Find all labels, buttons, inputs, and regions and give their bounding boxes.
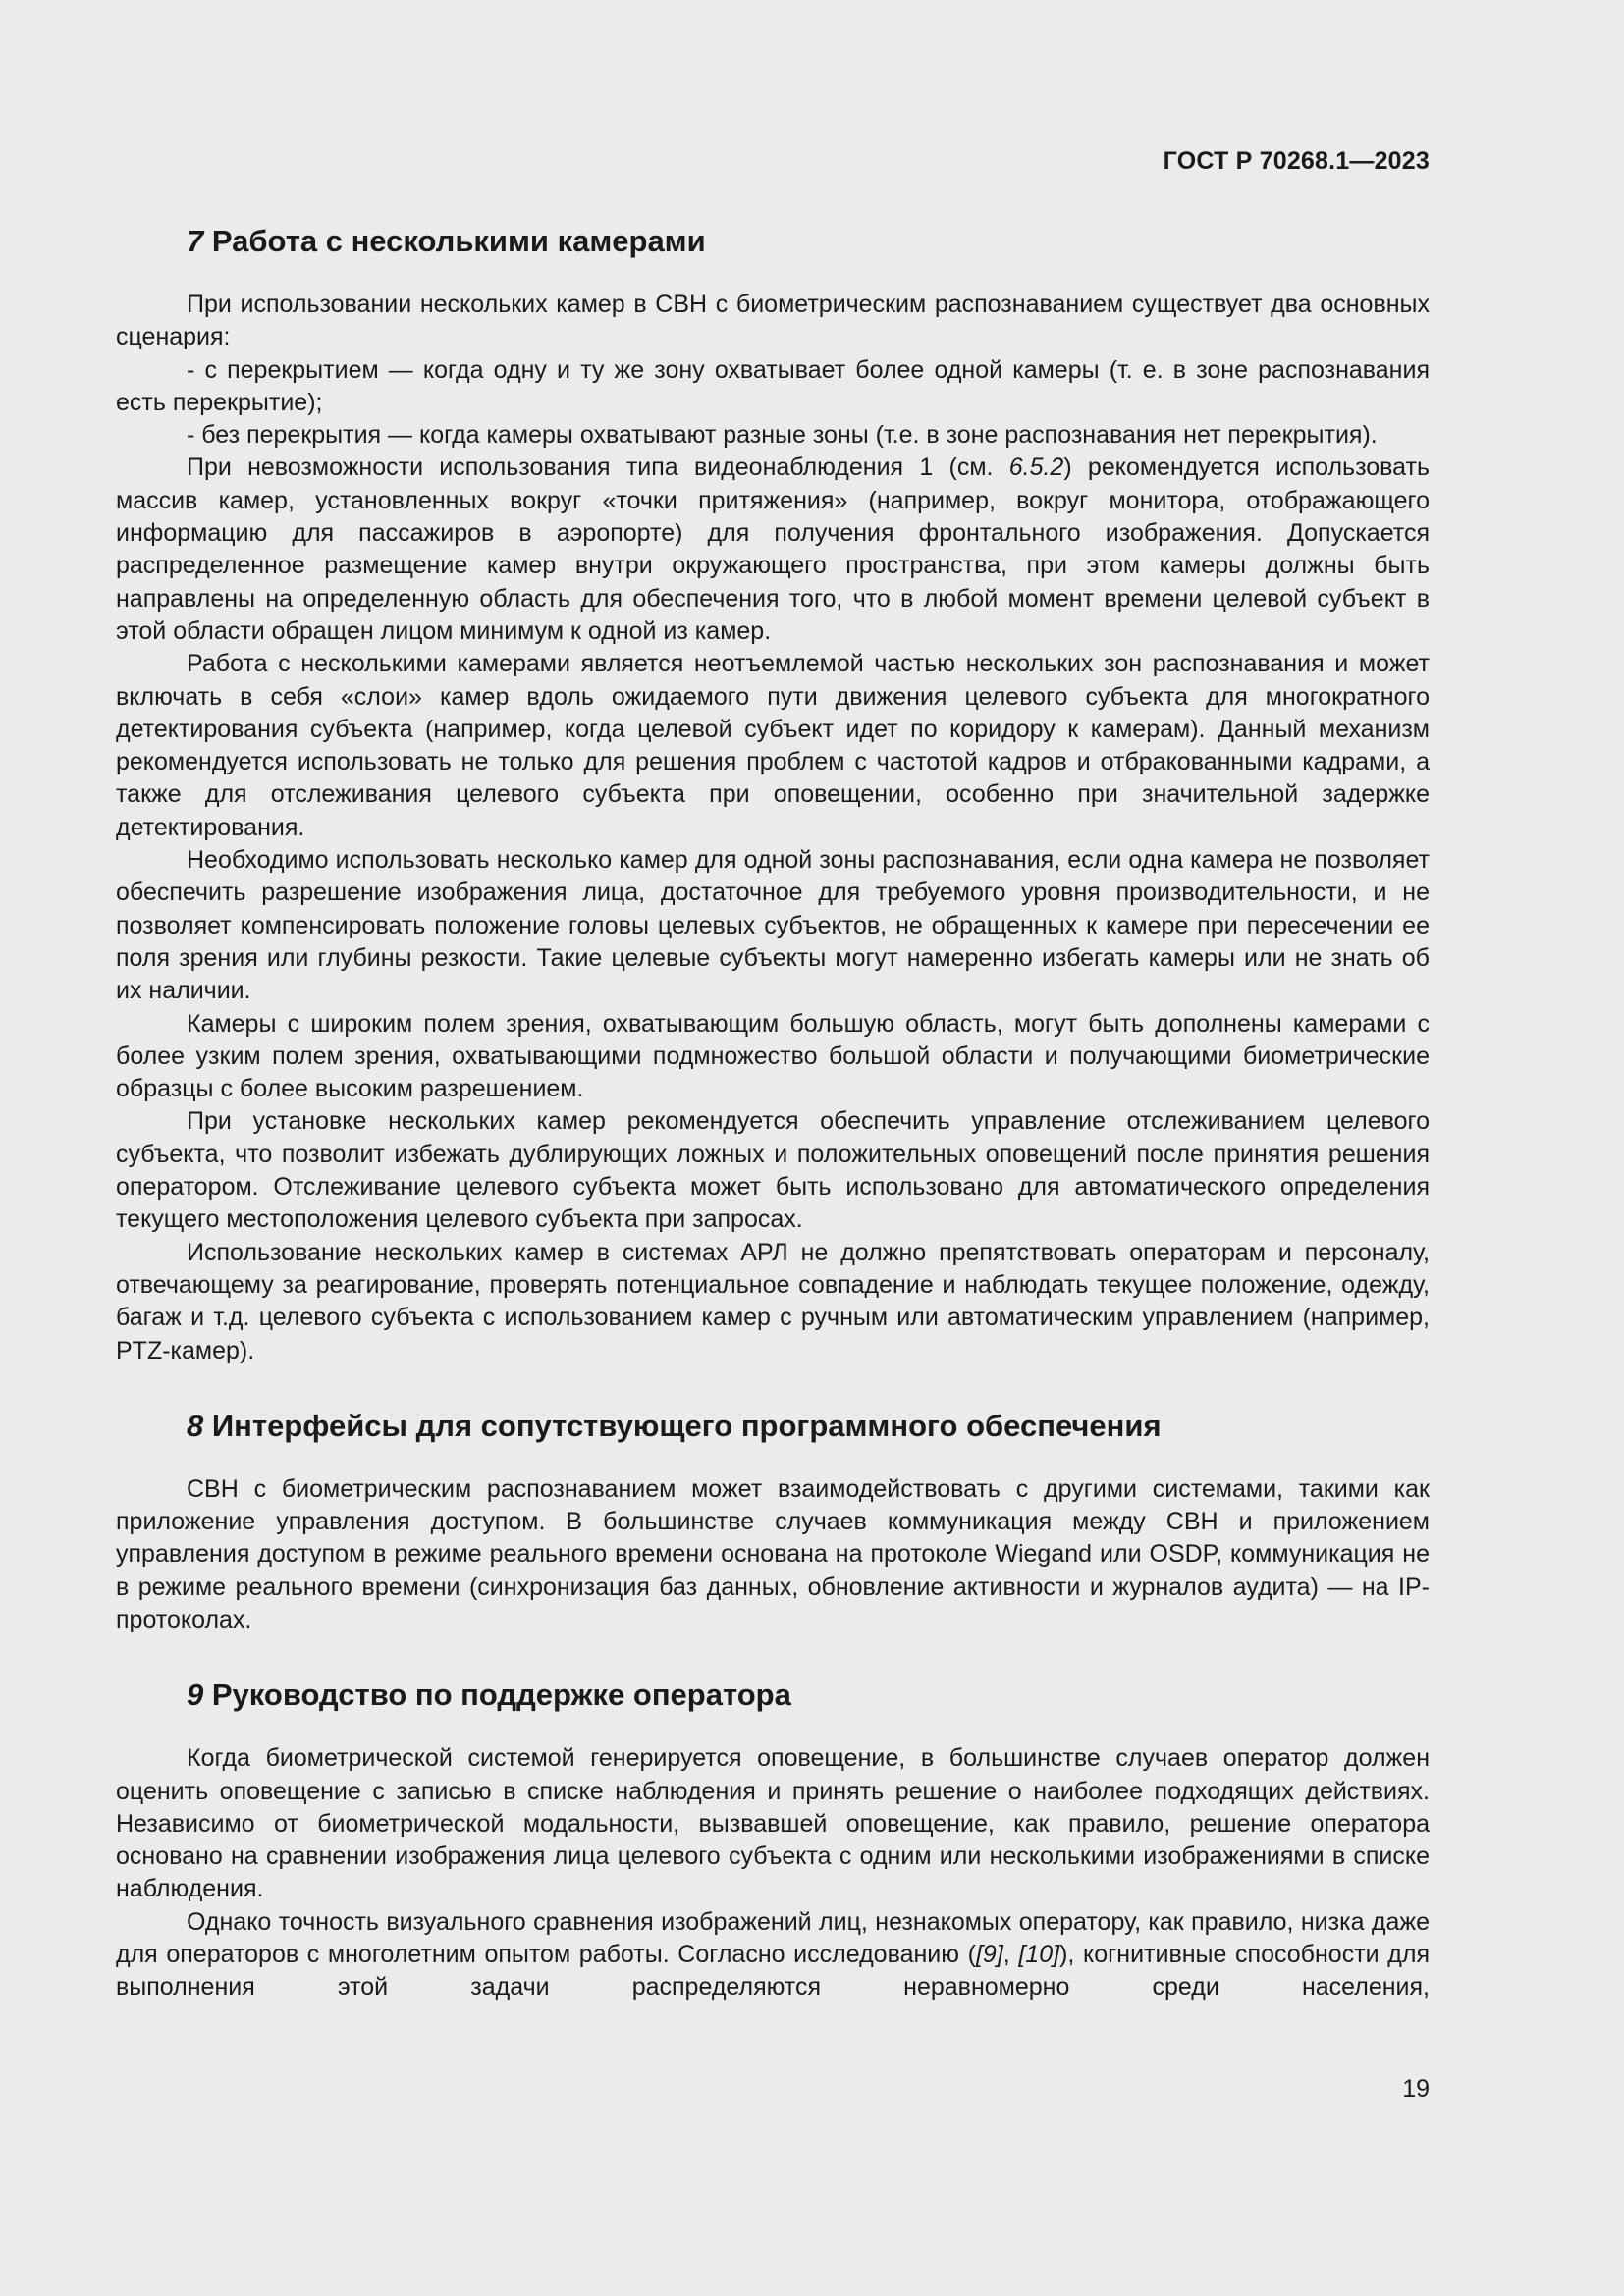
section-9-paragraph-alert: Когда биометрической системой генерируется оповещение, в большинстве случаев оператор должен оценить оповещение с записью в списке наблюдения и принять решение о наиболее подходящих действиях. Независимо от биометрической модальности, вызвавшей оповещение, как правило, решение оператора основано на сравнении изображения лица целевого субъекта с одним или несколькими изображениями в списке наблюдения. (116, 1744, 1430, 1903)
section-7-paragraph-operators: Использование нескольких камер в системах АРЛ не должно препятствовать операторам и персоналу, отвечающему за реагирование, проверять потенциальное совпадение и наблюдать текущее положение, одежду, багаж и т.д. целевого субъекта с использованием камер с ручным или автоматическим управлением (например, PTZ-камер). (116, 1238, 1430, 1364)
section-9-heading (116, 1676, 1430, 1715)
section-7-paragraph-camera-array: При невозможности использования типа видеонаблюдения 1 (см. 6.5.2) рекомендуется использовать массив камер, установленных вокруг «точки притяжения» (например, вокруг монитора, отображающего информацию для пассажиров в аэропорте) для получения фронтального изображения. Допускается распределенное размещение камер внутри окружающего пространства, при этом камеры должны быть направлены на определенную область для обеспечения того, что в любой момент времени целевой субъект в этой области обращен лицом минимум к одной из камер. (116, 454, 1430, 645)
standard-designation: ГОСТ Р 70268.1—2023 (1163, 147, 1430, 175)
section-7-paragraph-multiple-cameras-zone: Необходимо использовать несколько камер для одной зоны распознавания, если одна камера не позволяет обеспечить разрешение изображения лица, достаточное для требуемого уровня производительности, и не позволяет компенсировать положение головы целевых субъектов, не обращенных к камере при пересечении ее поля зрения или глубины резкости. Такие целевые субъекты могут намеренно избегать камеры или не знать об их наличии. (116, 846, 1430, 1005)
section-8-heading (116, 1407, 1430, 1446)
section-7-list-item-no-overlap: - без перекрытия — когда камеры охватывают разные зоны (т.е. в зоне распознавания нет перекрытия). (187, 421, 1378, 450)
section-9-number: 9 (187, 1678, 204, 1713)
section-7-intro: При использовании нескольких камер в СВН с биометрическим распознаванием существует два основных сценария: (116, 291, 1430, 351)
section-9-title: Руководство по поддержке оператора (211, 1678, 791, 1713)
section-7-heading (116, 222, 1430, 261)
section-7-title: Работа с несколькими камерами (211, 224, 706, 258)
section-7-list-item-overlap: - с перекрытием — когда одну и ту же зону охватывает более одной камеры (т. е. в зоне распознавания есть перекрытие); (116, 355, 1430, 416)
section-8-paragraph: СВН с биометрическим распознаванием может взаимодействовать с другими системами, такими как приложение управления доступом. В большинстве случаев коммуникация между СВН и приложением управления доступом в режиме реального времени основана на протоколе Wiegand или OSDP, коммуникация не в режиме реального времени (синхронизация баз данных, обновление активности и журналов аудита) — на IP-протоколах. (116, 1474, 1430, 1633)
section-8-title: Интерфейсы для сопутствующего программного обеспечения (211, 1408, 1162, 1443)
section-7-paragraph-tracking: При установке нескольких камер рекомендуется обеспечить управление отслеживанием целевого субъекта, что позволит избежать дублирующих ложных и положительных оповещений после принятия решения оператором. Отслеживание целевого субъекта может быть использовано для автоматического определения текущего местоположения целевого субъекта при запросах. (116, 1107, 1430, 1234)
cross-reference-6-5-2: 6.5.2 (1008, 454, 1064, 482)
bibliography-reference-9: [9] (975, 1941, 1003, 1969)
section-7-paragraph-layers: Работа с несколькими камерами является неотъемлемой частью нескольких зон распознавания и может включать в себя «слои» камер вдоль ожидаемого пути движения целевого субъекта для многократного детектирования субъекта (например, когда целевой субъект идет по коридору к камерам). Данный механизм рекомендуется использовать не только для решения проблем с частотой кадров и отбракованными кадрами, а также для отслеживания целевого субъекта при оповещении, особенно при значительной задержке детектирования. (116, 650, 1430, 841)
section-7-paragraph-wide-fov: Камеры с широким полем зрения, охватывающим большую область, могут быть дополнены камерами с более узким полем зрения, охватывающими подмножество большой области и получающими биометрические образцы с более высоким разрешением. (116, 1009, 1430, 1103)
section-9-paragraph-accuracy: Однако точность визуального сравнения изображений лиц, незнакомых оператору, как правило, низка даже для операторов с многолетним опытом работы. Согласно исследованию ([9], [10]), когнитивные способности для выполнения этой задачи распределяются неравномерно среди населения, (116, 1907, 1430, 2002)
section-8-number: 8 (187, 1408, 204, 1443)
page-number: 19 (1402, 2075, 1430, 2103)
page-content (116, 222, 1430, 2004)
bibliography-reference-10: [10] (1018, 1941, 1060, 1969)
section-7-number: 7 (187, 224, 204, 258)
